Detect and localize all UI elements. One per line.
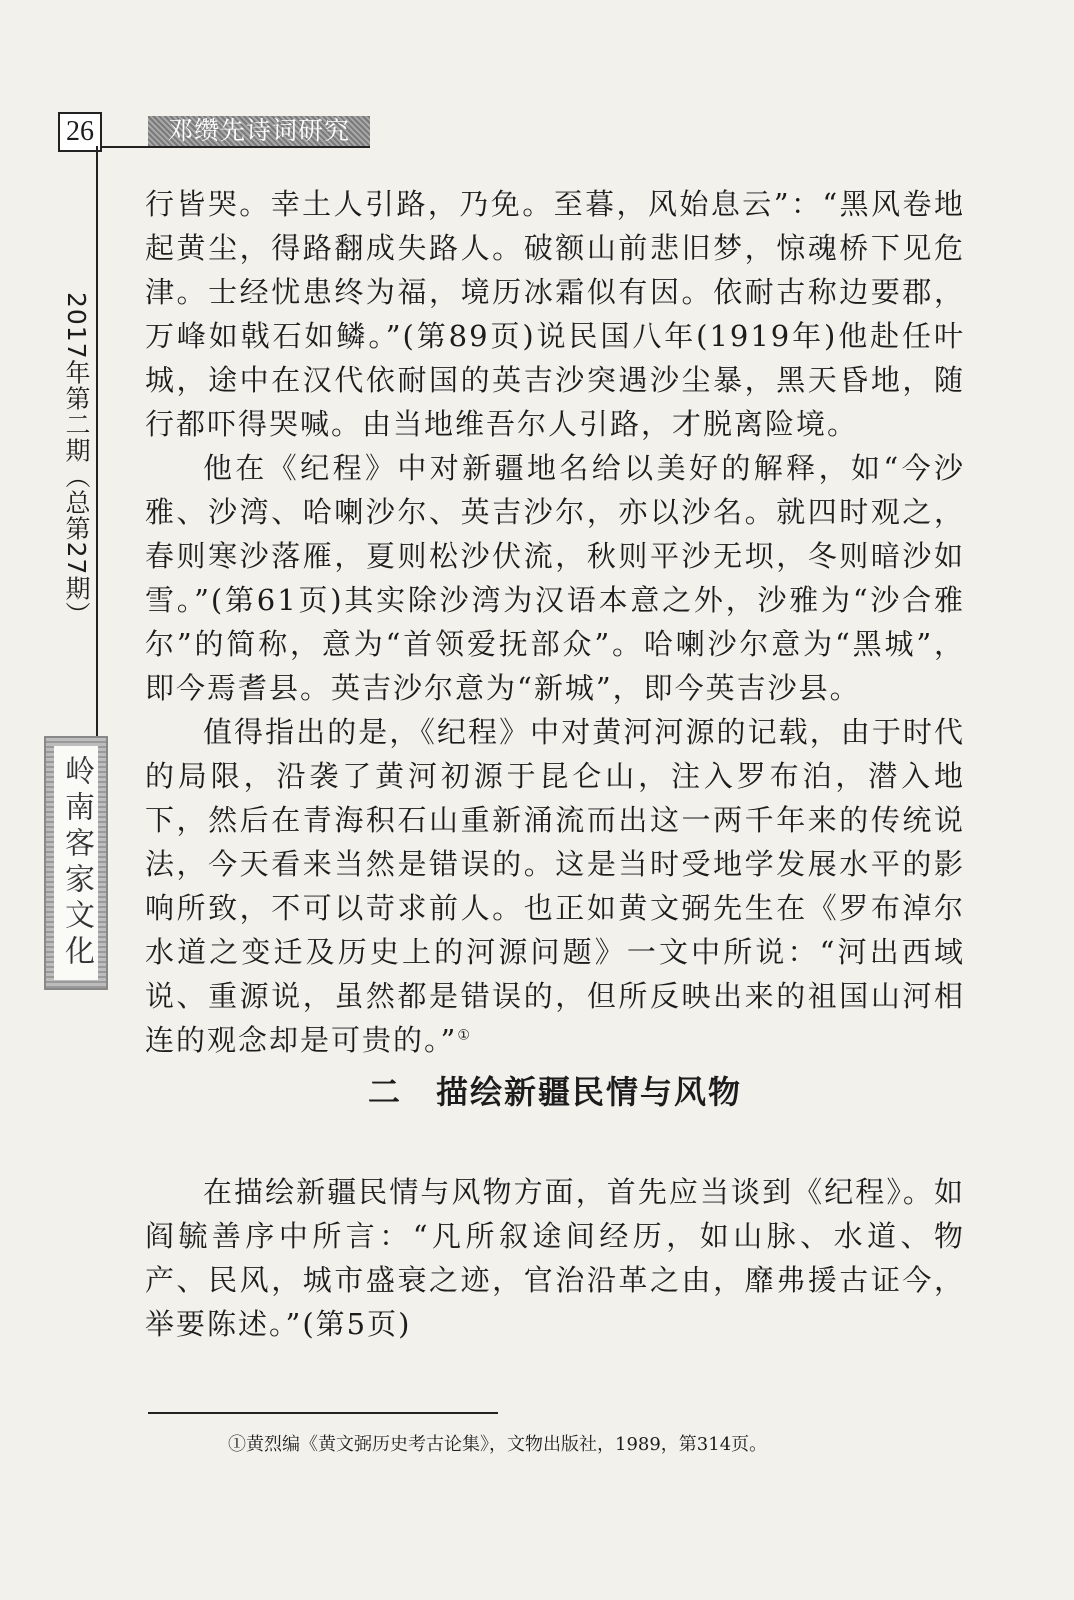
calligraphy-seal (44, 736, 108, 990)
journal-title: 邓缵先诗词研究 (148, 116, 370, 146)
seal-text: 岭南客家文化 (54, 746, 98, 980)
paragraph-1: 行皆哭。幸土人引路，乃免。至暮，风始息云”：“黑风卷地起黄尘，得路翻成失路人。破额山前悲旧梦，惊魂桥下见危津。士经忧患终为福，境历冰霜似有因。依耐古称边要郡，万峰如戟石如鳞。”(第89页)说民国八年(1919年)他赴任叶城，途中在汉代依耐国的英吉沙突遇沙尘暴，黑天昏地，随行都吓得哭喊。由当地维吾尔人引路，才脱离险境。 (145, 187, 965, 441)
section-paragraph: 在描绘新疆民情与风物方面，首先应当谈到《纪程》。如阎毓善序中所言：“凡所叙途间经历，如山脉、水道、物产、民风，城市盛衰之迹，官治沿革之由，靡弗援古证今，举要陈述。”(第5页) (145, 1175, 965, 1341)
footnote: ①黄烈编《黄文弼历史考古论集》，文物出版社，1989，第314页。 (228, 1434, 768, 1455)
paragraph-3-text: 值得指出的是，《纪程》中对黄河河源的记载，由于时代的局限，沿袭了黄河初源于昆仑山，注入罗布泊，潜入地下，然后在青海积石山重新涌流而出这一两千年来的传统说法，今天看来当然是错误的。这是当时受地学发展水平的影响所致，不可以苛求前人。也正如黄文弼先生在《罗布淖尔水道之变迁及历史上的河源问题》一文中所说：“河出西域说、重源说，虽然都是错误的，但所反映出来的祖国山河相连的观念却是可贵的。” (145, 715, 965, 1057)
side-rule (96, 146, 98, 736)
page-number: 26 (58, 112, 102, 152)
main-text (145, 182, 965, 1062)
section-heading: 二 描绘新疆民情与风物 (367, 1073, 742, 1111)
header-rule (100, 146, 370, 148)
footnote-rule (148, 1412, 498, 1414)
paragraph-2: 他在《纪程》中对新疆地名给以美好的解释，如“今沙雅、沙湾、哈喇沙尔、英吉沙尔，亦以沙名。就四时观之，春则寒沙落雁，夏则松沙伏流，秋则平沙无坝，冬则暗沙如雪。”(第61页)其实除沙湾为汉语本意之外，沙雅为“沙合雅尔”的简称，意为“首领爱抚部众”。哈喇沙尔意为“黑城”，即今焉耆县。英吉沙尔意为“新城”，即今英吉沙县。 (145, 451, 965, 705)
footnote-reference[interactable]: ① (457, 1027, 472, 1044)
paragraph-3 (145, 710, 965, 1062)
issue-label: 2017年第二期（总第27期） (62, 292, 91, 628)
section-body (145, 1170, 965, 1346)
